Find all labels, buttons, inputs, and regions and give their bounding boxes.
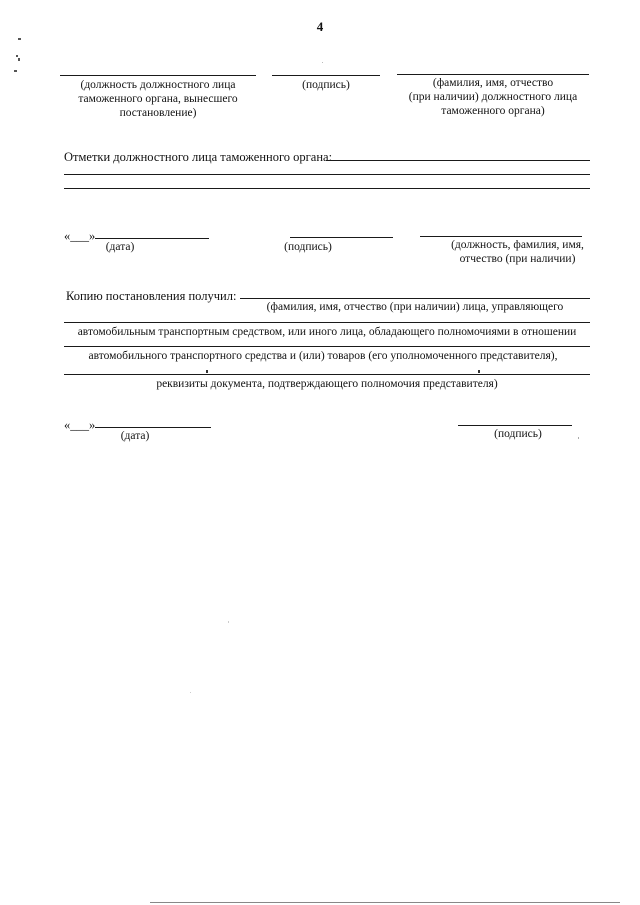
signature-caption-2: (подпись) [284, 241, 332, 253]
page-number: 4 [316, 19, 324, 34]
full-name-caption: (фамилия, имя, отчество (при наличии) должностного лица таможенного органа) [408, 77, 578, 117]
position-name-caption: (должность, фамилия, имя, отчество (при наличии) [451, 239, 584, 265]
scan-bottom-edge [150, 902, 620, 903]
official-position-line [60, 75, 256, 76]
date-line [95, 238, 209, 239]
notes-input-line-3 [64, 188, 590, 189]
copy-received-label: Копию постановления получил: [66, 289, 237, 303]
recipient-line-3 [64, 346, 590, 347]
signature-line-2 [290, 237, 393, 238]
recipient-line-4 [64, 374, 590, 375]
recipient-name-line [240, 298, 590, 299]
scan-mark [18, 58, 20, 61]
official-position-caption: (должность должностного лица таможенного органа, вынесшего постановление) [78, 79, 238, 119]
speck [206, 370, 208, 373]
speck [190, 692, 191, 693]
full-name-line [397, 74, 589, 75]
recipient-caption-3: автомобильного транспортного средства и (или) товаров (его уполномоченного представителя), [88, 350, 558, 362]
signature-caption: (подпись) [302, 79, 350, 91]
speck [322, 62, 323, 63]
signature-caption-3: (подпись) [494, 428, 542, 440]
notes-input-line-2 [64, 174, 590, 175]
recipient-caption-4: реквизиты документа, подтверждающего полномочия представителя) [156, 378, 498, 390]
speck [578, 437, 579, 439]
scan-mark [16, 55, 18, 57]
recipient-caption-2: автомобильным транспортным средством, или иного лица, обладающего полномочиями в отношении [77, 326, 577, 338]
date-caption: (дата) [105, 241, 135, 253]
notes-label: Отметки должностного лица таможенного органа: [64, 150, 333, 164]
scan-mark [14, 70, 17, 72]
recipient-line-2 [64, 322, 590, 323]
speck [478, 370, 480, 373]
signature-line-3 [458, 425, 572, 426]
position-name-line [420, 236, 582, 237]
date-prefix: «___» [64, 229, 96, 243]
speck [228, 621, 229, 623]
notes-input-line-1 [326, 160, 590, 161]
recipient-caption-1: (фамилия, имя, отчество (при наличии) лица, управляющего [266, 301, 564, 313]
date-line-2 [95, 427, 211, 428]
scan-mark [18, 38, 21, 40]
date-caption-2: (дата) [120, 430, 150, 442]
date-prefix-2: «___» [64, 418, 96, 432]
signature-line [272, 75, 380, 76]
